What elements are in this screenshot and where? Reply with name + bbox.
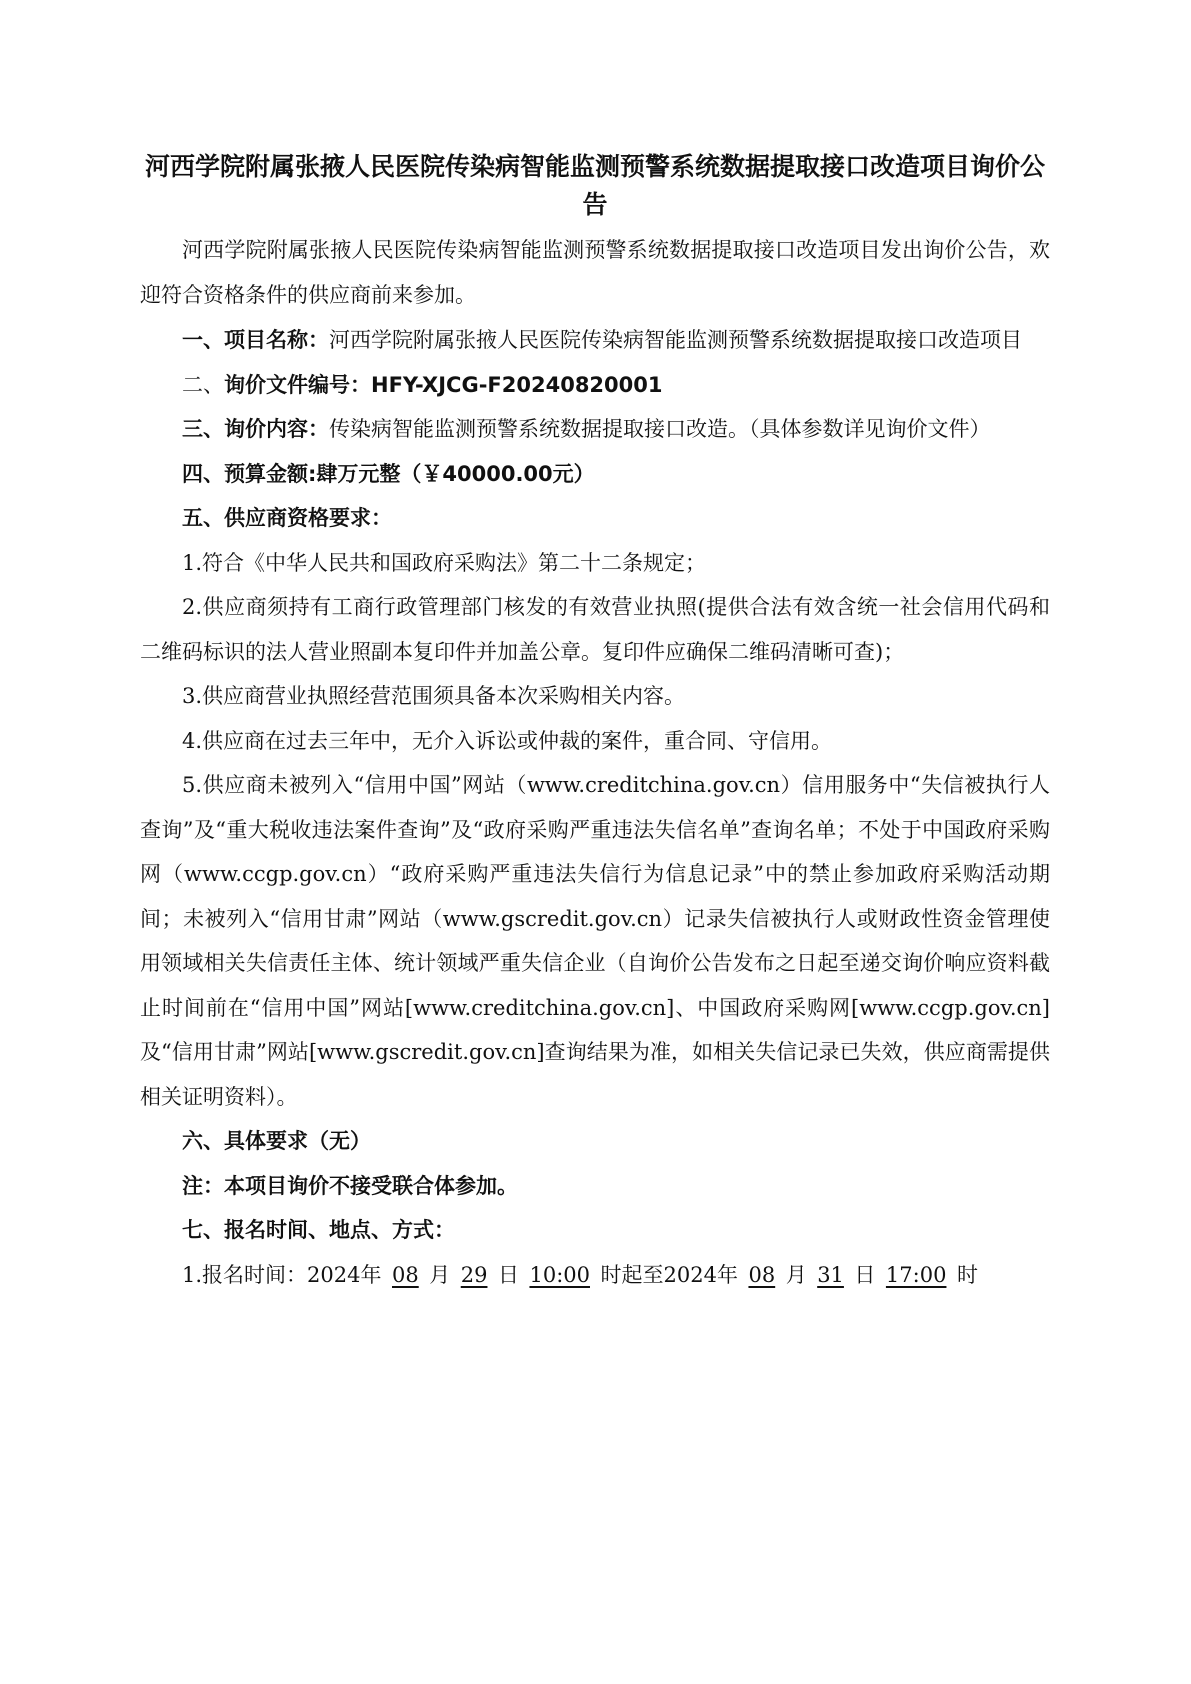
section-prefix: 二、 — [182, 372, 224, 397]
reg-hour-unit: 时 — [956, 1262, 978, 1287]
reg-start-month: 08 — [392, 1262, 419, 1287]
section-registration-heading: 七、报名时间、地点、方式： — [182, 1218, 455, 1242]
qualification-item-5: 5.供应商未被列入“信用中国”网站（www.creditchina.gov.cn）信用服务中“失信被执行人查询”及“重大税收违法案件查询”及“政府采购严重违法失信名单”查询名单；不处于中国政府采购网（www.ccgp.gov.cn）“政府采购严重违法失信行为信息记录”中的禁止参加政府采购活动期间；未被列入“信用甘肃”网站（www.gscredit.gov.cn）记录失信被执行人或财政性资金管理使用领域相关失信责任主体、统计领域严重失信企业（自询价公告发布之日起至递交询价响应资料截止时间前在“信用中国”网站[www.creditchina.gov.cn]、中国政府采购网[www.ccgp.gov.cn]及“信用甘肃”网站[www.gscredit.gov.cn]查询结果为准，如相关失信记录已失效，供应商需提供相关证明资料）。 — [140, 773, 1050, 1109]
section-label: 一、项目名称： — [182, 328, 329, 352]
section-inquiry-content — [140, 407, 1050, 452]
reg-prefix: 1.报名时间： — [182, 1262, 308, 1287]
reg-year-unit: 年 — [360, 1262, 382, 1287]
reg-from-text: 时起至 — [600, 1262, 664, 1287]
intro-paragraph: 河西学院附属张掖人民医院传染病智能监测预警系统数据提取接口改造项目发出询价公告，欢迎符合资格条件的供应商前来参加。 — [140, 238, 1050, 307]
reg-month-unit-2: 月 — [785, 1262, 807, 1287]
reg-month-unit: 月 — [429, 1262, 451, 1287]
registration-time-line — [140, 1253, 1050, 1298]
qualification-item-4: 4.供应商在过去三年中，无介入诉讼或仲裁的案件，重合同、守信用。 — [182, 728, 833, 753]
reg-day-unit: 日 — [497, 1262, 519, 1287]
document-body — [140, 228, 1050, 1297]
reg-start-time: 10:00 — [529, 1262, 590, 1287]
reg-end-year: 2024 — [663, 1262, 717, 1287]
section-specific-requirements: 六、具体要求（无） — [182, 1129, 371, 1153]
qualification-item-2: 2.供应商须持有工商行政管理部门核发的有效营业执照(提供合法有效含统一社会信用代码和二维码标识的法人营业照副本复印件并加盖公章。复印件应确保二维码清晰可查)； — [140, 595, 1050, 664]
qualification-item-1: 1.符合《中华人民共和国政府采购法》第二十二条规定； — [182, 550, 707, 575]
section-label: 询价文件编号： — [224, 372, 371, 397]
page-title: 河西学院附属张掖人民医院传染病智能监测预警系统数据提取接口改造项目询价公告 — [144, 152, 1045, 219]
reg-end-time: 17:00 — [885, 1262, 947, 1287]
reg-year-unit-2: 年 — [716, 1262, 738, 1287]
reg-end-day: 31 — [817, 1262, 844, 1287]
section-project-name — [140, 318, 1050, 363]
reg-start-year: 2024 — [307, 1262, 361, 1287]
note-no-consortium: 注：本项目询价不接受联合体参加。 — [182, 1173, 518, 1198]
section-text: 传染病智能监测预警系统数据提取接口改造。（具体参数详见询价文件） — [329, 417, 991, 441]
file-number-value: HFY-XJCG-F20240820001 — [371, 372, 663, 397]
reg-start-day: 29 — [460, 1262, 488, 1287]
section-text: 河西学院附属张掖人民医院传染病智能监测预警系统数据提取接口改造项目 — [329, 328, 1022, 352]
section-label: 三、询价内容： — [182, 417, 329, 441]
section-file-number — [140, 363, 1050, 408]
section-budget: 四、预算金额:肆万元整（￥40000.00元） — [182, 461, 595, 486]
reg-end-month: 08 — [748, 1262, 776, 1287]
qualification-item-3: 3.供应商营业执照经营范围须具备本次采购相关内容。 — [182, 684, 686, 708]
section-qualification-heading: 五、供应商资格要求： — [182, 506, 392, 530]
reg-day-unit-2: 日 — [854, 1262, 876, 1287]
